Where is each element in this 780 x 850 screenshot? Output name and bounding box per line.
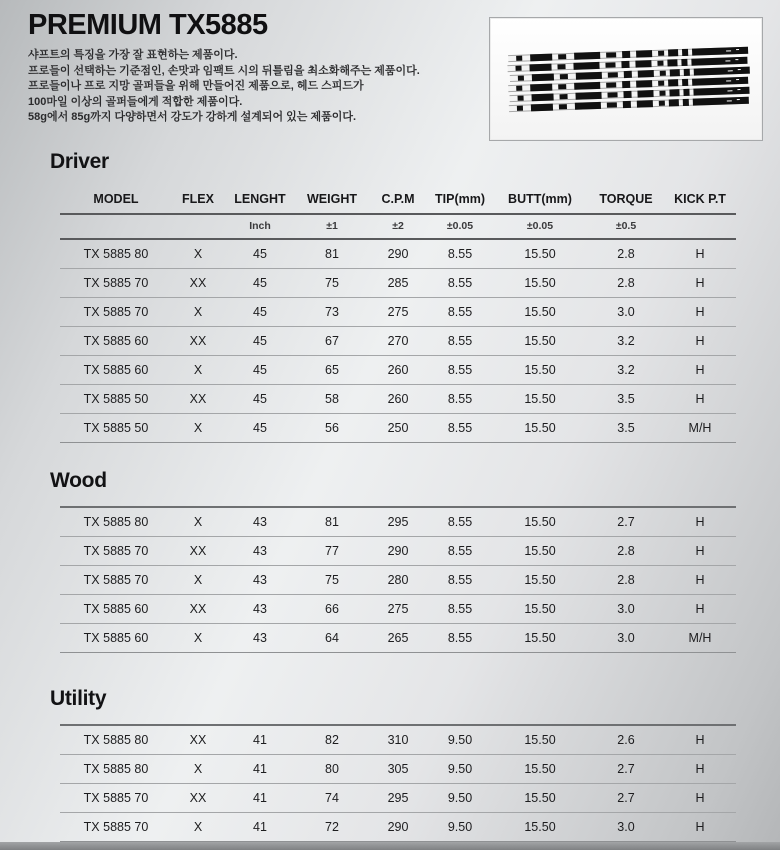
spec-cell: 15.50 <box>492 413 588 442</box>
product-description <box>28 48 478 126</box>
spec-cell: 15.50 <box>492 355 588 384</box>
spec-cell: 15.50 <box>492 239 588 269</box>
spec-cell: 305 <box>368 754 428 783</box>
section-title-wood: Wood <box>50 468 107 492</box>
spec-cell: H <box>664 565 736 594</box>
spec-cell: 41 <box>224 783 296 812</box>
spec-cell: 66 <box>296 594 368 623</box>
column-header: MODEL <box>60 187 172 214</box>
spec-cell: H <box>664 268 736 297</box>
spec-cell: 8.55 <box>428 536 492 565</box>
spec-cell: 45 <box>224 384 296 413</box>
spec-cell: 43 <box>224 565 296 594</box>
spec-cell: 2.7 <box>588 754 664 783</box>
spec-cell: 290 <box>368 536 428 565</box>
spec-cell: M/H <box>664 413 736 442</box>
tolerance-cell: ±2 <box>368 214 428 239</box>
spec-cell: 295 <box>368 783 428 812</box>
spec-cell: X <box>172 623 224 652</box>
spec-cell: 58 <box>296 384 368 413</box>
spec-cell: 15.50 <box>492 268 588 297</box>
tolerance-cell: ±0.05 <box>492 214 588 239</box>
tolerance-cell <box>60 214 172 239</box>
driver-spec-table <box>60 187 736 443</box>
spec-cell: 8.55 <box>428 507 492 537</box>
table-row <box>60 565 736 594</box>
spec-cell: 2.8 <box>588 536 664 565</box>
spec-cell: H <box>664 754 736 783</box>
table-row <box>60 355 736 384</box>
table-row <box>60 623 736 652</box>
spec-cell: TX 5885 50 <box>60 413 172 442</box>
section-title-driver: Driver <box>50 149 109 173</box>
spec-cell: H <box>664 783 736 812</box>
spec-cell: 8.55 <box>428 297 492 326</box>
spec-cell: TX 5885 70 <box>60 812 172 841</box>
spec-cell: H <box>664 594 736 623</box>
spec-cell: TX 5885 60 <box>60 326 172 355</box>
spec-cell: 15.50 <box>492 725 588 755</box>
spec-cell: XX <box>172 594 224 623</box>
spec-cell: 77 <box>296 536 368 565</box>
spec-cell: TX 5885 50 <box>60 384 172 413</box>
spec-cell: H <box>664 297 736 326</box>
spec-cell: 3.2 <box>588 355 664 384</box>
spec-cell: 295 <box>368 507 428 537</box>
spec-cell: X <box>172 413 224 442</box>
spec-cell: 15.50 <box>492 326 588 355</box>
spec-cell: 2.8 <box>588 239 664 269</box>
spec-cell: X <box>172 507 224 537</box>
spec-cell: 56 <box>296 413 368 442</box>
spec-cell: 8.55 <box>428 565 492 594</box>
tolerance-cell <box>172 214 224 239</box>
spec-cell: TX 5885 80 <box>60 239 172 269</box>
spec-cell: 45 <box>224 297 296 326</box>
spec-cell: 3.0 <box>588 594 664 623</box>
spec-cell: X <box>172 812 224 841</box>
utility-spec-table <box>60 724 736 842</box>
column-header: C.P.M <box>368 187 428 214</box>
spec-cell: XX <box>172 326 224 355</box>
spec-cell: 82 <box>296 725 368 755</box>
spec-cell: TX 5885 70 <box>60 268 172 297</box>
column-header: TIP(mm) <box>428 187 492 214</box>
spec-cell: 8.55 <box>428 355 492 384</box>
tolerance-row <box>60 214 736 239</box>
spec-cell: 15.50 <box>492 812 588 841</box>
spec-cell: XX <box>172 536 224 565</box>
spec-cell: 15.50 <box>492 754 588 783</box>
spec-cell: 8.55 <box>428 594 492 623</box>
spec-cell: 8.55 <box>428 413 492 442</box>
table-row <box>60 754 736 783</box>
spec-cell: 8.55 <box>428 268 492 297</box>
spec-cell: TX 5885 70 <box>60 297 172 326</box>
spec-cell: 2.8 <box>588 565 664 594</box>
description-line: 58g에서 85g까지 다양하면서 강도가 강하게 설계되어 있는 제품이다. <box>28 111 357 124</box>
spec-cell: 45 <box>224 355 296 384</box>
spec-cell: TX 5885 70 <box>60 783 172 812</box>
spec-cell: H <box>664 507 736 537</box>
spec-cell: 41 <box>224 754 296 783</box>
spec-cell: H <box>664 384 736 413</box>
description-line: 프로들이 선택하는 기준점인, 손맛과 임팩트 시의 뒤틀림을 최소화해주는 제품이다. <box>28 64 420 77</box>
spec-cell: 80 <box>296 754 368 783</box>
spec-cell: TX 5885 60 <box>60 623 172 652</box>
spec-cell: 9.50 <box>428 783 492 812</box>
spec-cell: 64 <box>296 623 368 652</box>
spec-cell: H <box>664 536 736 565</box>
spec-cell: H <box>664 326 736 355</box>
spec-cell: 43 <box>224 623 296 652</box>
table-row <box>60 413 736 442</box>
spec-cell: 275 <box>368 297 428 326</box>
spec-cell: 2.8 <box>588 268 664 297</box>
spec-cell: 8.55 <box>428 239 492 269</box>
shaft-lineup-image <box>490 18 762 140</box>
spec-cell: 8.55 <box>428 326 492 355</box>
spec-cell: 81 <box>296 239 368 269</box>
table-row <box>60 783 736 812</box>
spec-cell: 15.50 <box>492 594 588 623</box>
spec-cell: 265 <box>368 623 428 652</box>
table-row <box>60 536 736 565</box>
description-line: 샤프트의 특징을 가장 잘 표현하는 제품이다. <box>28 49 238 61</box>
spec-cell: TX 5885 70 <box>60 565 172 594</box>
column-header: TORQUE <box>588 187 664 214</box>
spec-cell: 15.50 <box>492 565 588 594</box>
spec-cell: 3.5 <box>588 413 664 442</box>
column-header: WEIGHT <box>296 187 368 214</box>
spec-cell: 2.7 <box>588 507 664 537</box>
spec-cell: 3.2 <box>588 326 664 355</box>
tolerance-cell <box>664 214 736 239</box>
table-row <box>60 268 736 297</box>
spec-cell: 45 <box>224 413 296 442</box>
page-title: PREMIUM TX5885 <box>28 9 268 41</box>
spec-cell: TX 5885 60 <box>60 355 172 384</box>
spec-cell: H <box>664 725 736 755</box>
spec-cell: TX 5885 80 <box>60 507 172 537</box>
spec-cell: X <box>172 297 224 326</box>
spec-cell: 275 <box>368 594 428 623</box>
spec-cell: 15.50 <box>492 783 588 812</box>
column-header: BUTT(mm) <box>492 187 588 214</box>
spec-cell: 280 <box>368 565 428 594</box>
spec-cell: 43 <box>224 536 296 565</box>
spec-cell: 67 <box>296 326 368 355</box>
spec-cell: 2.6 <box>588 725 664 755</box>
tolerance-cell: ±1 <box>296 214 368 239</box>
spec-cell: 73 <box>296 297 368 326</box>
column-header: KICK P.T <box>664 187 736 214</box>
table-row <box>60 384 736 413</box>
spec-cell: 15.50 <box>492 536 588 565</box>
spec-cell: XX <box>172 725 224 755</box>
spec-cell: 3.0 <box>588 297 664 326</box>
table-row <box>60 326 736 355</box>
table-row <box>60 812 736 841</box>
column-header: LENGHT <box>224 187 296 214</box>
spec-cell: 2.7 <box>588 783 664 812</box>
spec-cell: TX 5885 60 <box>60 594 172 623</box>
spec-cell: 250 <box>368 413 428 442</box>
spec-cell: 65 <box>296 355 368 384</box>
column-header: FLEX <box>172 187 224 214</box>
spec-cell: H <box>664 239 736 269</box>
spec-cell: 285 <box>368 268 428 297</box>
description-line: 프로들이나 프로 지망 골퍼들을 위해 만들어진 제품으로, 헤드 스피드가 <box>28 80 364 93</box>
spec-cell: 81 <box>296 507 368 537</box>
spec-cell: 9.50 <box>428 725 492 755</box>
spec-cell: 75 <box>296 268 368 297</box>
spec-cell: 3.5 <box>588 384 664 413</box>
spec-cell: 3.0 <box>588 623 664 652</box>
spec-cell: H <box>664 812 736 841</box>
spec-cell: TX 5885 80 <box>60 725 172 755</box>
spec-cell: 9.50 <box>428 754 492 783</box>
spec-cell: M/H <box>664 623 736 652</box>
spec-cell: XX <box>172 783 224 812</box>
spec-cell: 41 <box>224 812 296 841</box>
bottom-shadow-band <box>0 842 780 850</box>
spec-cell: 290 <box>368 812 428 841</box>
spec-cell: 41 <box>224 725 296 755</box>
spec-cell: 8.55 <box>428 623 492 652</box>
shaft-photo-frame <box>489 17 763 141</box>
column-header-row <box>60 187 736 214</box>
spec-cell: 43 <box>224 594 296 623</box>
spec-cell: 8.55 <box>428 384 492 413</box>
spec-cell: XX <box>172 384 224 413</box>
spec-cell: X <box>172 754 224 783</box>
table-row <box>60 594 736 623</box>
spec-cell: 260 <box>368 384 428 413</box>
spec-cell: TX 5885 70 <box>60 536 172 565</box>
spec-cell: 43 <box>224 507 296 537</box>
spec-cell: 3.0 <box>588 812 664 841</box>
tolerance-cell: ±0.05 <box>428 214 492 239</box>
spec-cell: H <box>664 355 736 384</box>
spec-cell: TX 5885 80 <box>60 754 172 783</box>
spec-cell: 45 <box>224 268 296 297</box>
spec-cell: 9.50 <box>428 812 492 841</box>
spec-cell: 74 <box>296 783 368 812</box>
spec-cell: X <box>172 355 224 384</box>
spec-cell: 45 <box>224 326 296 355</box>
table-row <box>60 725 736 755</box>
wood-spec-table <box>60 506 736 653</box>
table-row <box>60 507 736 537</box>
spec-cell: X <box>172 239 224 269</box>
tolerance-cell: ±0.5 <box>588 214 664 239</box>
spec-cell: 15.50 <box>492 623 588 652</box>
table-row <box>60 297 736 326</box>
spec-cell: 75 <box>296 565 368 594</box>
spec-cell: 270 <box>368 326 428 355</box>
spec-cell: 310 <box>368 725 428 755</box>
description-line: 100마일 이상의 골퍼들에게 적합한 제품이다. <box>28 95 243 108</box>
spec-cell: 15.50 <box>492 507 588 537</box>
spec-cell: 15.50 <box>492 297 588 326</box>
spec-cell: 260 <box>368 355 428 384</box>
section-title-utility: Utility <box>50 686 107 710</box>
spec-cell: XX <box>172 268 224 297</box>
spec-cell: X <box>172 565 224 594</box>
tolerance-cell: Inch <box>224 214 296 239</box>
spec-cell: 72 <box>296 812 368 841</box>
spec-cell: 290 <box>368 239 428 269</box>
table-row <box>60 239 736 269</box>
spec-cell: 45 <box>224 239 296 269</box>
spec-cell: 15.50 <box>492 384 588 413</box>
